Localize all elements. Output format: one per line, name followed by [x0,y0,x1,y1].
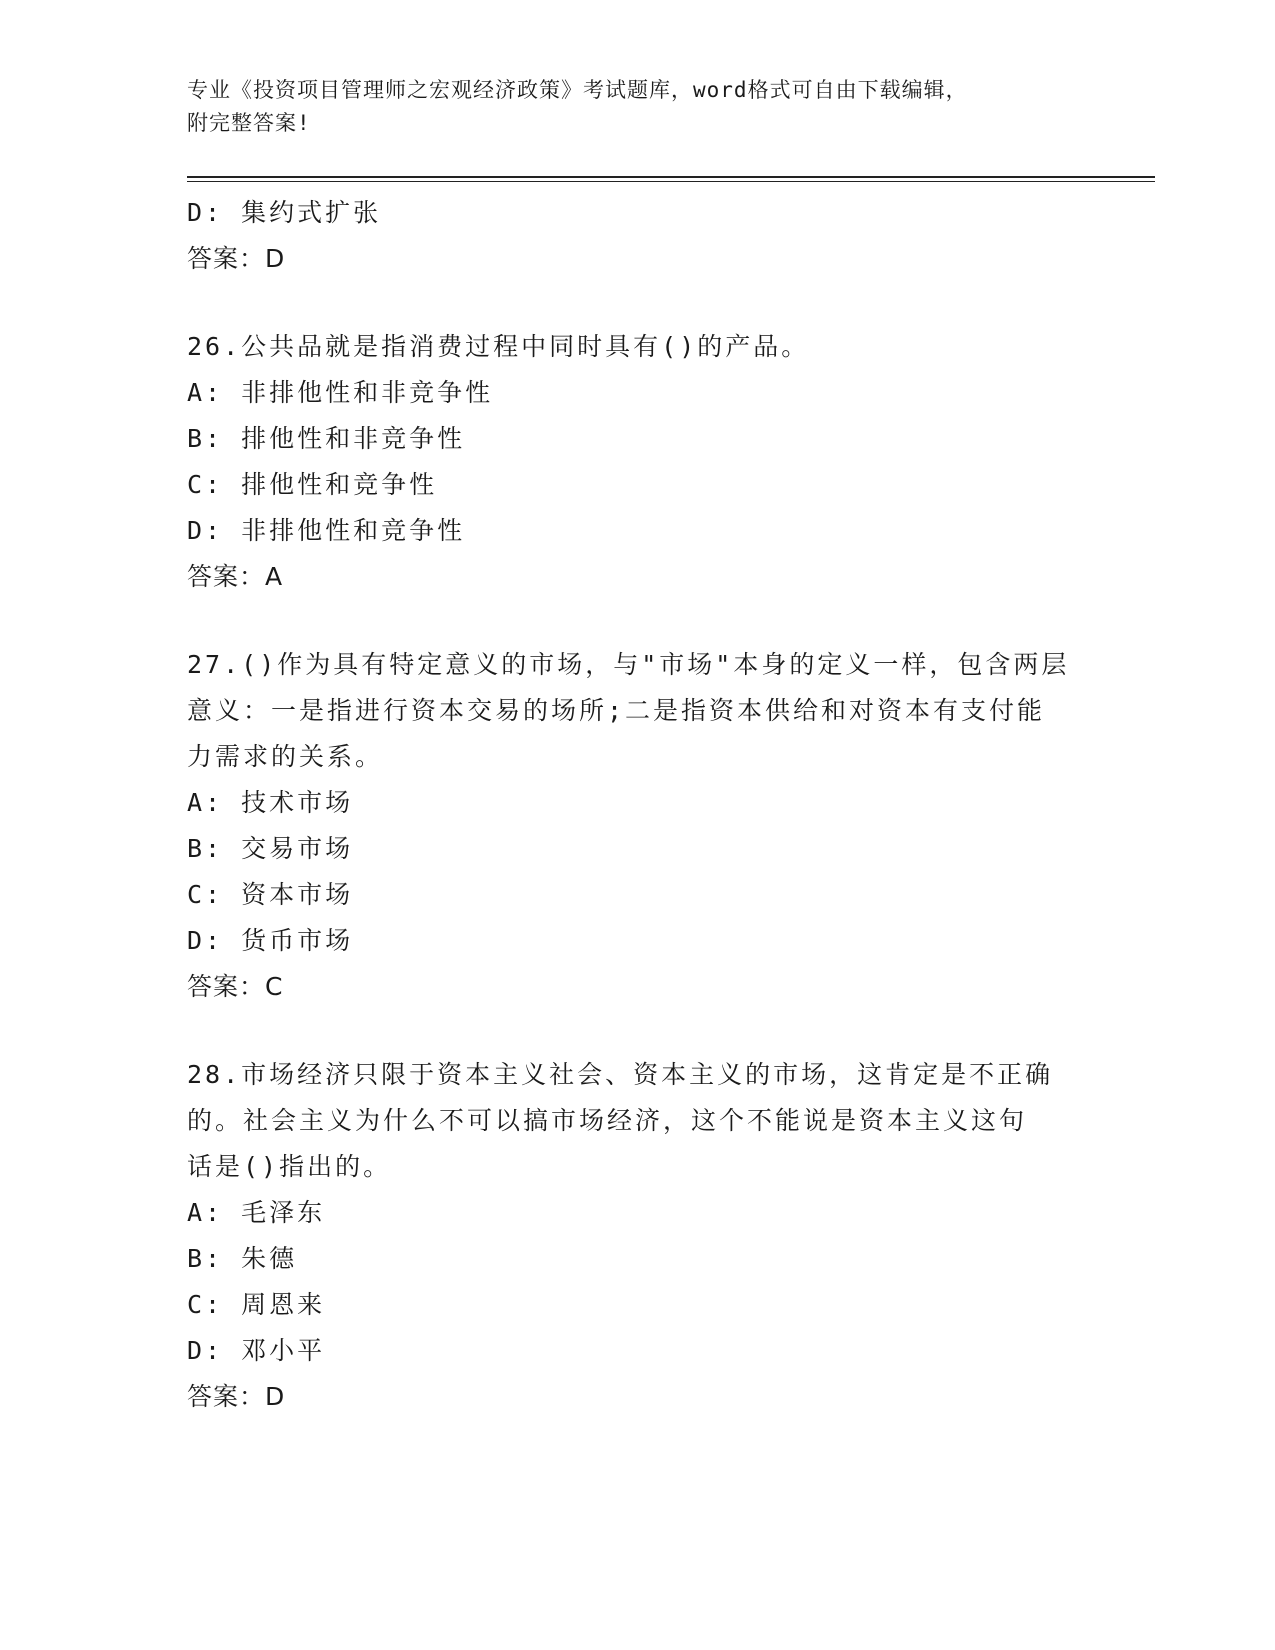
question-text-line-3: 话是()指出的。 [187,1152,392,1181]
question-28 [187,1052,1087,1420]
option-b: B: 交易市场 [187,834,354,863]
option-c: C: 资本市场 [187,880,354,909]
question-27 [187,642,1087,1010]
option-d: D: 非排他性和竞争性 [187,516,466,545]
answer-line: 答案：D [187,1382,286,1411]
question-text-line-1: 28.市场经济只限于资本主义社会、资本主义的市场，这肯定是不正确 [187,1060,1054,1089]
question-text-line-2: 意义：一是指进行资本交易的场所;二是指资本供给和对资本有支付能 [187,696,1046,725]
answer-line: 答案：D [187,244,286,273]
question-26 [187,324,1087,600]
option-a: A: 非排他性和非竞争性 [187,378,494,407]
question-text-line-2: 的。社会主义为什么不可以搞市场经济，这个不能说是资本主义这句 [187,1106,1028,1135]
option-a: A: 技术市场 [187,788,354,817]
document-header [187,74,1087,140]
option-a: A: 毛泽东 [187,1198,326,1227]
question-text-line-1: 27.()作为具有特定意义的市场，与"市场"本身的定义一样，包含两层 [187,650,1070,679]
option-d: D: 集约式扩张 [187,198,382,227]
option-c: C: 排他性和竞争性 [187,470,438,499]
answer-line: 答案：A [187,562,284,591]
continued-question [187,190,1087,282]
option-d: D: 邓小平 [187,1336,326,1365]
header-rule-thick [187,176,1155,178]
answer-line: 答案：C [187,972,284,1001]
option-d: D: 货币市场 [187,926,354,955]
header-rule-thin [187,181,1155,182]
option-b: B: 排他性和非竞争性 [187,424,466,453]
option-b: B: 朱德 [187,1244,298,1273]
option-c: C: 周恩来 [187,1290,326,1319]
header-line-1: 专业《投资项目管理师之宏观经济政策》考试题库，word格式可自由下载编辑， [187,78,968,102]
question-text-line-3: 力需求的关系。 [187,742,384,771]
question-text: 26.公共品就是指消费过程中同时具有()的产品。 [187,332,810,361]
question-list [187,190,1087,1420]
header-line-2: 附完整答案! [187,111,311,135]
